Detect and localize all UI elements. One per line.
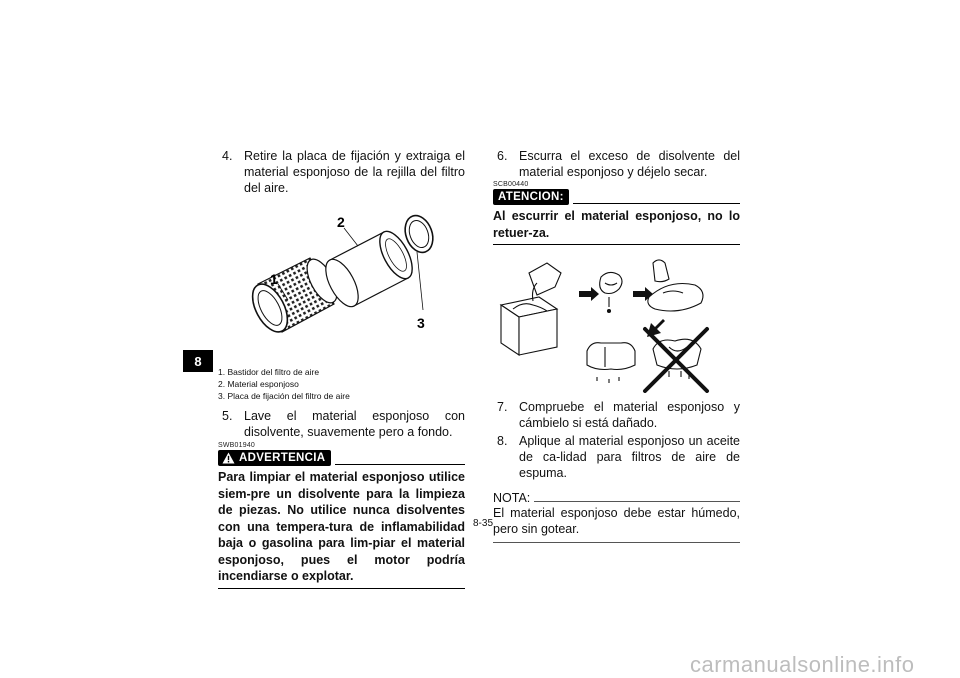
note-header	[493, 491, 740, 505]
solvent-tub-drawing	[501, 263, 561, 355]
foam-in-hands-drawing	[648, 260, 703, 311]
step-6: 6. Escurra el exceso de disolvente del material esponjoso y déjelo secar.	[497, 149, 740, 179]
squeezing-hands-drawing	[600, 272, 622, 312]
chapter-tab: 8	[183, 350, 213, 372]
warning-end-rule	[218, 588, 465, 589]
arrow-right-icon	[579, 287, 599, 301]
watermark: carmanualsonline.info	[690, 652, 915, 677]
caution-code: SCB00440	[493, 181, 529, 188]
caption-item: 2. Material esponjoso	[218, 379, 299, 389]
figure-captions	[218, 366, 465, 402]
warning-rule	[335, 464, 465, 465]
warning-text: Para limpiar el material esponjoso utilice siem-pre un disolvente para la limpieza de piezas. No utilice nunca disolventes con una tempera-tura de inflamabilidad baja o gasolina para lim-piar el material esponjoso, pues el motor podría incendiarse o explotar.	[218, 470, 465, 583]
caution-badge: ATENCION:	[493, 189, 569, 205]
note-text: El material esponjoso debe estar húmedo, pero sin gotear.	[493, 506, 740, 536]
warning-badge: ADVERTENCIA	[218, 450, 331, 466]
step-5: 5. Lave el material esponjoso con disolvente, suavemente pero a fondo.	[222, 409, 465, 439]
step-4: 4. Retire la placa de fijación y extraiga el material esponjoso de la rejilla del filtro del aire.	[222, 149, 465, 195]
warning-header	[218, 450, 465, 466]
warning-code: SWB01940	[218, 442, 256, 449]
pressing-hands-drawing	[587, 343, 635, 383]
caution-end-rule	[493, 244, 740, 245]
note-end-rule	[493, 542, 740, 543]
note-label: NOTA:	[493, 491, 531, 505]
callout-2: 2	[337, 214, 345, 230]
right-column	[493, 148, 740, 543]
caption-item: 3. Placa de fijación del filtro de aire	[218, 391, 350, 401]
page-number: 8-35	[472, 518, 493, 529]
caution-header	[493, 189, 740, 205]
callout-3: 3	[417, 315, 425, 331]
air-filter-figure	[218, 198, 465, 358]
step-7: 7. Compruebe el material esponjoso y cámbielo si está dañado.	[497, 400, 740, 430]
caution-rule	[573, 203, 740, 204]
callout-1: 1	[270, 271, 278, 287]
left-column	[218, 148, 465, 589]
squeeze-illustration	[493, 253, 740, 393]
warning-triangle-icon	[222, 452, 235, 464]
caution-text: Al escurrir el material esponjoso, no lo retuer-za.	[493, 209, 740, 240]
caption-item: 1. Bastidor del filtro de aire	[218, 367, 320, 377]
step-8: 8. Aplique al material esponjoso un aceite de ca-lidad para filtros de aire de espuma.	[497, 434, 740, 480]
note-rule	[534, 501, 740, 502]
